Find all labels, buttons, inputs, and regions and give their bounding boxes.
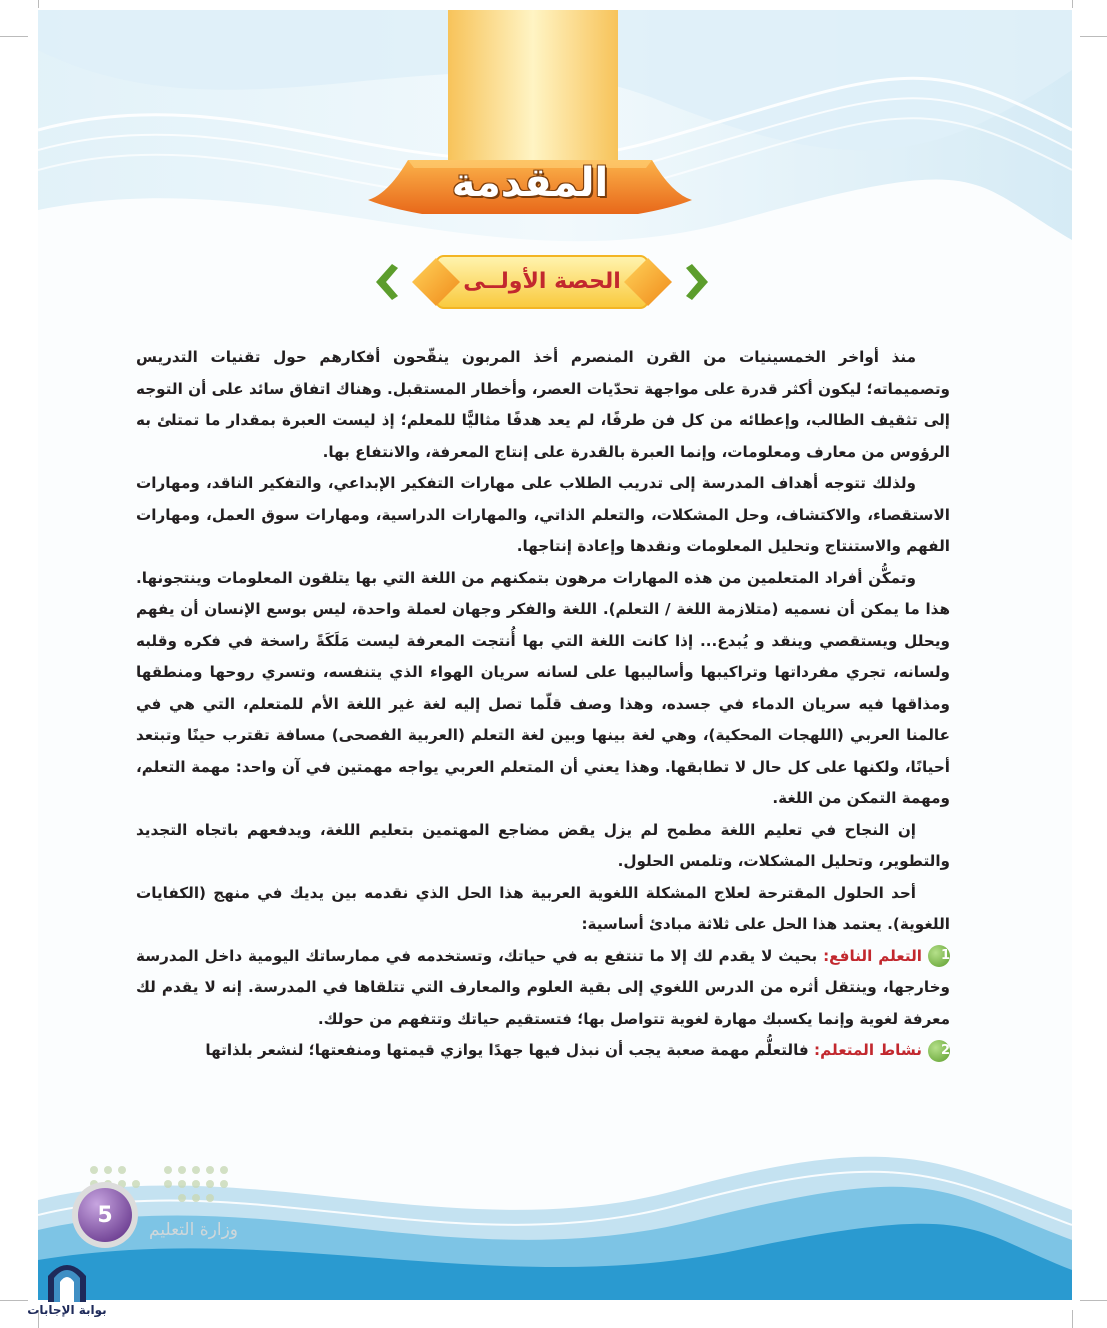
crop-mark — [1080, 36, 1107, 37]
crop-mark — [1072, 0, 1073, 8]
paragraph: منذ أواخر الخمسينيات من القرن المنصرم أخذ المربون ينقّحون أفكارهم حول تقنيات التدريس وتصميماته؛ ليكون أكثر قدرة على مواجهة تحدّيات العصر، وأخطار المستقبل. وهناك اتفاق سائد على أن التوجه إلى تثقيف الطالب، وإعطائه من كل فن طرفًا، لم يعد هدفًا مثاليًّا للمعلم؛ إذ ليست العبرة بمقدار ما تمتلئ به الرؤوس من معارف ومعلومات، وإنما العبرة بالقدرة على إنتاج المعرفة، والانتفاع بها. — [136, 348, 950, 461]
portal-name: بوابة الإجابات — [27, 1303, 107, 1317]
crop-mark — [0, 36, 28, 37]
principle-number: 2 — [928, 1040, 950, 1062]
principle-term: التعلم النافع: — [823, 946, 922, 965]
paragraph: إن النجاح في تعليم اللغة مطمح لم يزل يقض مضاجع المهتمين بتعليم اللغة، ويدفعهم باتجاه التجديد والتطوير، وتحليل المشكلات، وتلمس الحلول. — [136, 820, 950, 870]
principle-item — [136, 941, 950, 1036]
crop-mark — [0, 1300, 28, 1301]
paragraph: أحد الحلول المقترحة لعلاج المشكلة اللغوية العربية هذا الحل الذي نقدمه بين يديك في منهج (الكفايات اللغوية). يعتمد هذا الحل على ثلاثة مبادئ أساسية: — [136, 883, 950, 933]
crop-mark — [38, 0, 39, 8]
principle-text: فالتعلُّم مهمة صعبة يجب أن نبذل فيها جهدًا يوازي قيمتها ومنفعتها؛ لنشعر بلذاتها — [205, 1041, 815, 1059]
portal-logo-icon — [44, 1256, 90, 1304]
book-page — [38, 10, 1072, 1300]
ministry-name: وزارة التعليم — [149, 1220, 238, 1240]
principle-number: 1 — [928, 945, 950, 967]
crop-mark — [1080, 1300, 1107, 1301]
intro-body — [136, 342, 950, 1067]
principle-item — [136, 1035, 950, 1067]
principle-text: بحيث لا يقدم لك إلا ما تنتفع به في حياتك، وتستخدمه في ممارساتك اليومية داخل المدرسة وخارجها، وينتقل أثره من الدرس اللغوي إلى بقية العلوم والمعارف التي تتلقاها في المدرسة. إنه لا يقدم لك معرفة لغوية وإنما يكسبك مهارة لغوية تتواصل بها؛ فتستقيم حياتك وتتفهم من حولك. — [136, 946, 950, 1028]
paragraph: وتمكُّن أفراد المتعلمين من هذه المهارات مرهون بتمكنهم من اللغة التي بها يتلقون المعلومات وينتجونها. هذا ما يمكن أن نسميه (متلازمة اللغة / التعلم). اللغة والفكر وجهان لعملة واحدة، ليس بوسع الإنسان أن يفهم ويحلل ويستقصي وينقد و يُبدع... إذا كانت اللغة التي بها أُنتجت المعرفة ليست مَلَكَةً راسخة في فكره وقلبه ولسانه، تجري مفرداتها وتراكيبها وأساليبها على لسانه سريان الهواء الذي يتنفسه، وتسري روحها ومنطقها ومذاقها فيه سريان الدماء في جسده، وهذا وصف قلّما تصل إليه لغة غير اللغة الأم للمتعلم، التي هي في عالمنا العربي (اللهجات المحكية)، وهي لغة بينها وبين لغة التعلم (العربية الفصحى) مسافة تقترب حينًا وتبتعد أحيانًا، ولكنها على كل حال لا تطابقها. وهذا يعني أن المتعلم العربي يواجه مهمتين في آن واحد: مهمة التعلم، ومهمة التمكن من اللغة. — [136, 568, 950, 807]
crop-mark — [1072, 1310, 1073, 1328]
page-number: 5 — [97, 1202, 113, 1228]
page-title: المقدمة — [451, 160, 609, 206]
lesson-title: الحصة الأولــى — [463, 268, 621, 294]
principle-term: نشاط المتعلم: — [814, 1041, 922, 1059]
paragraph: ولذلك تتوجه أهداف المدرسة إلى تدريب الطلاب على مهارات التفكير الإبداعي، والتفكير الناقد، ومهارات الاستقصاء، والاكتشاف، وحل المشكلات، والتعلم الذاتي، والمهارات الدراسية، ومهارات سوق العمل، ومهارات الفهم والاستنتاج وتحليل المعلومات ونقدها وإعادة إنتاجها. — [136, 474, 950, 555]
